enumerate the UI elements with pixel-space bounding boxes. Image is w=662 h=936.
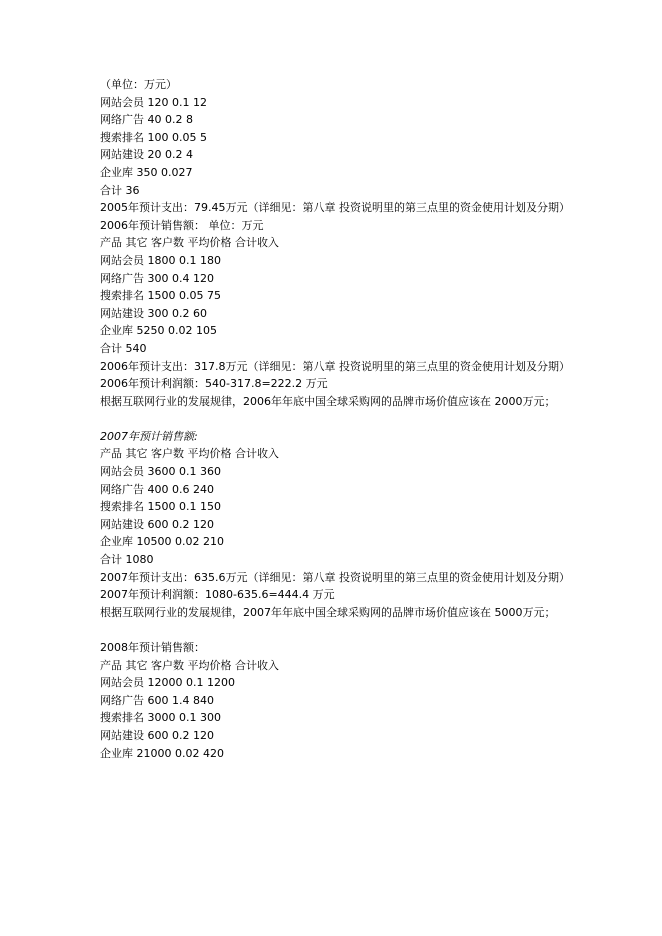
text-line: 搜索排名 1500 0.05 75 [100, 289, 221, 303]
text-line: 搜索排名 100 0.05 5 [100, 130, 207, 144]
section-heading: 2007年预计销售额: [100, 429, 198, 443]
text-line: 网站建设 600 0.2 120 [100, 728, 214, 742]
valuation-line: 根据互联网行业的发展规律，2006年年底中国全球采购网的品牌市场价值应该在 2000万元； [100, 394, 556, 408]
profit-line: 2006年预计利润额：540-317.8=222.2 万元 [100, 377, 328, 391]
unit-note: （单位：万元） [100, 78, 177, 91]
text-line: 企业库 21000 0.02 420 [100, 746, 224, 760]
text-line: 网站会员 12000 0.1 1200 [100, 676, 235, 690]
text-line: 搜索排名 1500 0.1 150 [100, 500, 221, 514]
text-line: 企业库 5250 0.02 105 [100, 324, 217, 338]
expense-line: 2005年预计支出：79.45万元（详细见：第八章 投资说明里的第三点里的资金使用计划及分期） [100, 201, 570, 215]
total-line: 合计 540 [100, 341, 147, 355]
document-body [100, 76, 570, 762]
total-line: 合计 1080 [100, 553, 154, 567]
table-header: 产品 其它 客户数 平均价格 合计收入 [100, 447, 279, 461]
text-line: 网络广告 600 1.4 840 [100, 693, 214, 707]
text-line: 网站建设 20 0.2 4 [100, 148, 193, 162]
text-line: 网站会员 120 0.1 12 [100, 95, 207, 109]
expense-line: 2006年预计支出：317.8万元（详细见：第八章 投资说明里的第三点里的资金使用计划及分期） [100, 359, 570, 373]
table-header: 产品 其它 客户数 平均价格 合计收入 [100, 658, 279, 672]
text-line: 网站会员 1800 0.1 180 [100, 253, 221, 267]
valuation-line: 根据互联网行业的发展规律，2007年年底中国全球采购网的品牌市场价值应该在 5000万元； [100, 605, 556, 619]
text-line: 搜索排名 3000 0.1 300 [100, 711, 221, 725]
text-line: 网站会员 3600 0.1 360 [100, 465, 221, 479]
text-line: 网站建设 300 0.2 60 [100, 306, 207, 320]
blank-line [100, 621, 570, 639]
text-line: 企业库 350 0.027 [100, 165, 193, 179]
text-line: 网络广告 300 0.4 120 [100, 271, 214, 285]
expense-line: 2007年预计支出：635.6万元（详细见：第八章 投资说明里的第三点里的资金使用计划及分期） [100, 570, 570, 584]
table-header: 产品 其它 客户数 平均价格 合计收入 [100, 236, 279, 250]
section-heading: 2006年预计销售额： 单位：万元 [100, 218, 264, 232]
section-heading: 2008年预计销售额： [100, 641, 205, 654]
text-line: 网络广告 400 0.6 240 [100, 482, 214, 496]
text-line: 网络广告 40 0.2 8 [100, 113, 193, 127]
text-line: 网站建设 600 0.2 120 [100, 517, 214, 531]
total-line: 合计 36 [100, 183, 140, 197]
blank-line [100, 410, 570, 428]
text-line: 企业库 10500 0.02 210 [100, 535, 224, 549]
profit-line: 2007年预计利润额：1080-635.6=444.4 万元 [100, 588, 335, 602]
